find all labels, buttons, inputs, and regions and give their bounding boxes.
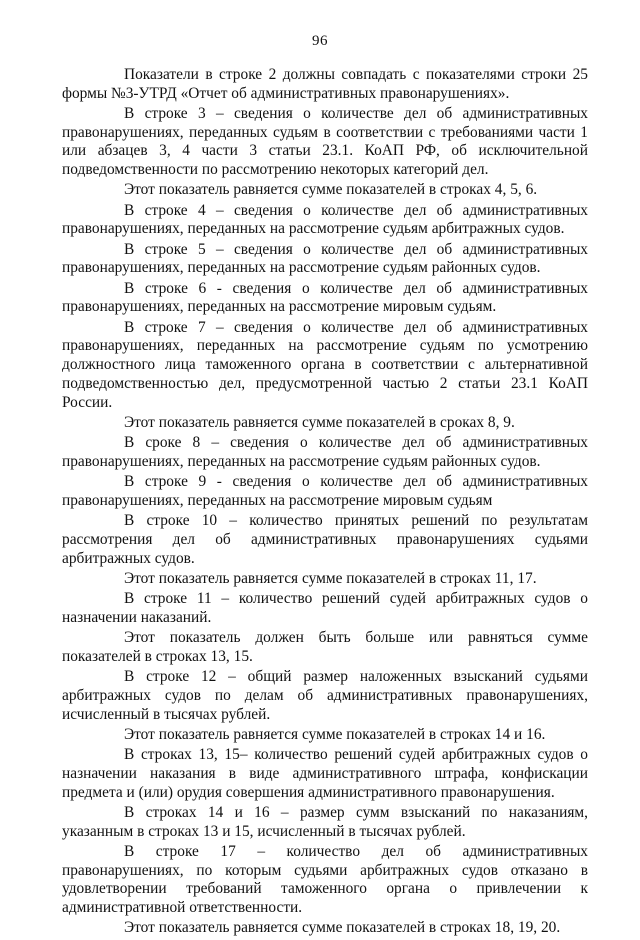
paragraph: Этот показатель равняется сумме показателей в строках 18, 19, 20. [124,919,561,937]
paragraph: В строке 4 – сведения о количестве дел об административных правонарушениях, переданных на рассмотрение судьям арбитражных судов. [62,201,588,238]
page-number: 96 [312,33,328,49]
document-body [62,66,588,940]
paragraph: В строке 17 – количество дел об административных правонарушениях, по которым судьями арбитражных судов отказано в удовлетворении требований таможенного органа о привлечении к административной ответственности. [62,842,588,916]
paragraph: В строках 14 и 16 – размер сумм взысканий по наказаниям, указанным в строках 13 и 15, исчисленный в тысячах рублей. [62,803,588,840]
paragraph: Этот показатель равняется сумме показателей в строках 14 и 16. [124,725,546,743]
paragraph: В строке 11 – количество решений судей арбитражных судов о назначении наказаний. [62,590,588,626]
paragraph: В строках 13, 15– количество решений судей арбитражных судов о назначении наказания в виде административного штрафа, конфискации предмета и (или) орудия совершения административного правонарушения. [62,746,588,801]
paragraph: В строке 5 – сведения о количестве дел об административных правонарушениях, переданных на рассмотрение судьям районных судов. [62,240,588,277]
paragraph: В строке 7 – сведения о количестве дел об административных правонарушениях, переданных на рассмотрение судьям по усмотрению должностного лица таможенного органа в соответствии с альтернативной подведомственностью дел, предусмотренной частью 2 статьи 23.1 КоАП России. [62,318,588,411]
paragraph: В сроке 8 – сведения о количестве дел об административных правонарушениях, переданных на рассмотрение судьям районных судов. [62,434,588,470]
paragraph: В строке 10 – количество принятых решений по результатам рассмотрения дел об административных правонарушениях судьями арбитражных судов. [62,512,588,567]
paragraph: Этот показатель равняется сумме показателей в строках 4, 5, 6. [124,181,538,199]
paragraph: Этот показатель должен быть больше или равняться сумме показателей в строках 13, 15. [62,629,588,665]
paragraph: В строке 6 - сведения о количестве дел об административных правонарушениях, переданных на рассмотрение мировым судьям. [62,279,588,316]
paragraph: Этот показатель равняется сумме показателей в строках 11, 17. [124,569,537,587]
paragraph: В строке 12 – общий размер наложенных взысканий судьями арбитражных судов по делам об административных правонарушениях, исчисленный в тысячах рублей. [62,668,588,723]
paragraph: Показатели в строке 2 должны совпадать с показателями строки 25 формы №3-УТРД «Отчет об административных правонарушениях». [62,66,588,102]
paragraph: В строке 3 – сведения о количестве дел об административных правонарушениях, переданных судьям в соответствии с требованиями части 1 или абзацев 3, 4 части 3 статьи 23.1. КоАП РФ, об исключительной подведомственности по рассмотрению некоторых категорий дел. [62,105,588,179]
paragraph: Этот показатель равняется сумме показателей в сроках 8, 9. [124,413,515,431]
paragraph: В строке 9 - сведения о количестве дел об административных правонарушениях, переданных на рассмотрение мировым судьям [62,473,588,509]
